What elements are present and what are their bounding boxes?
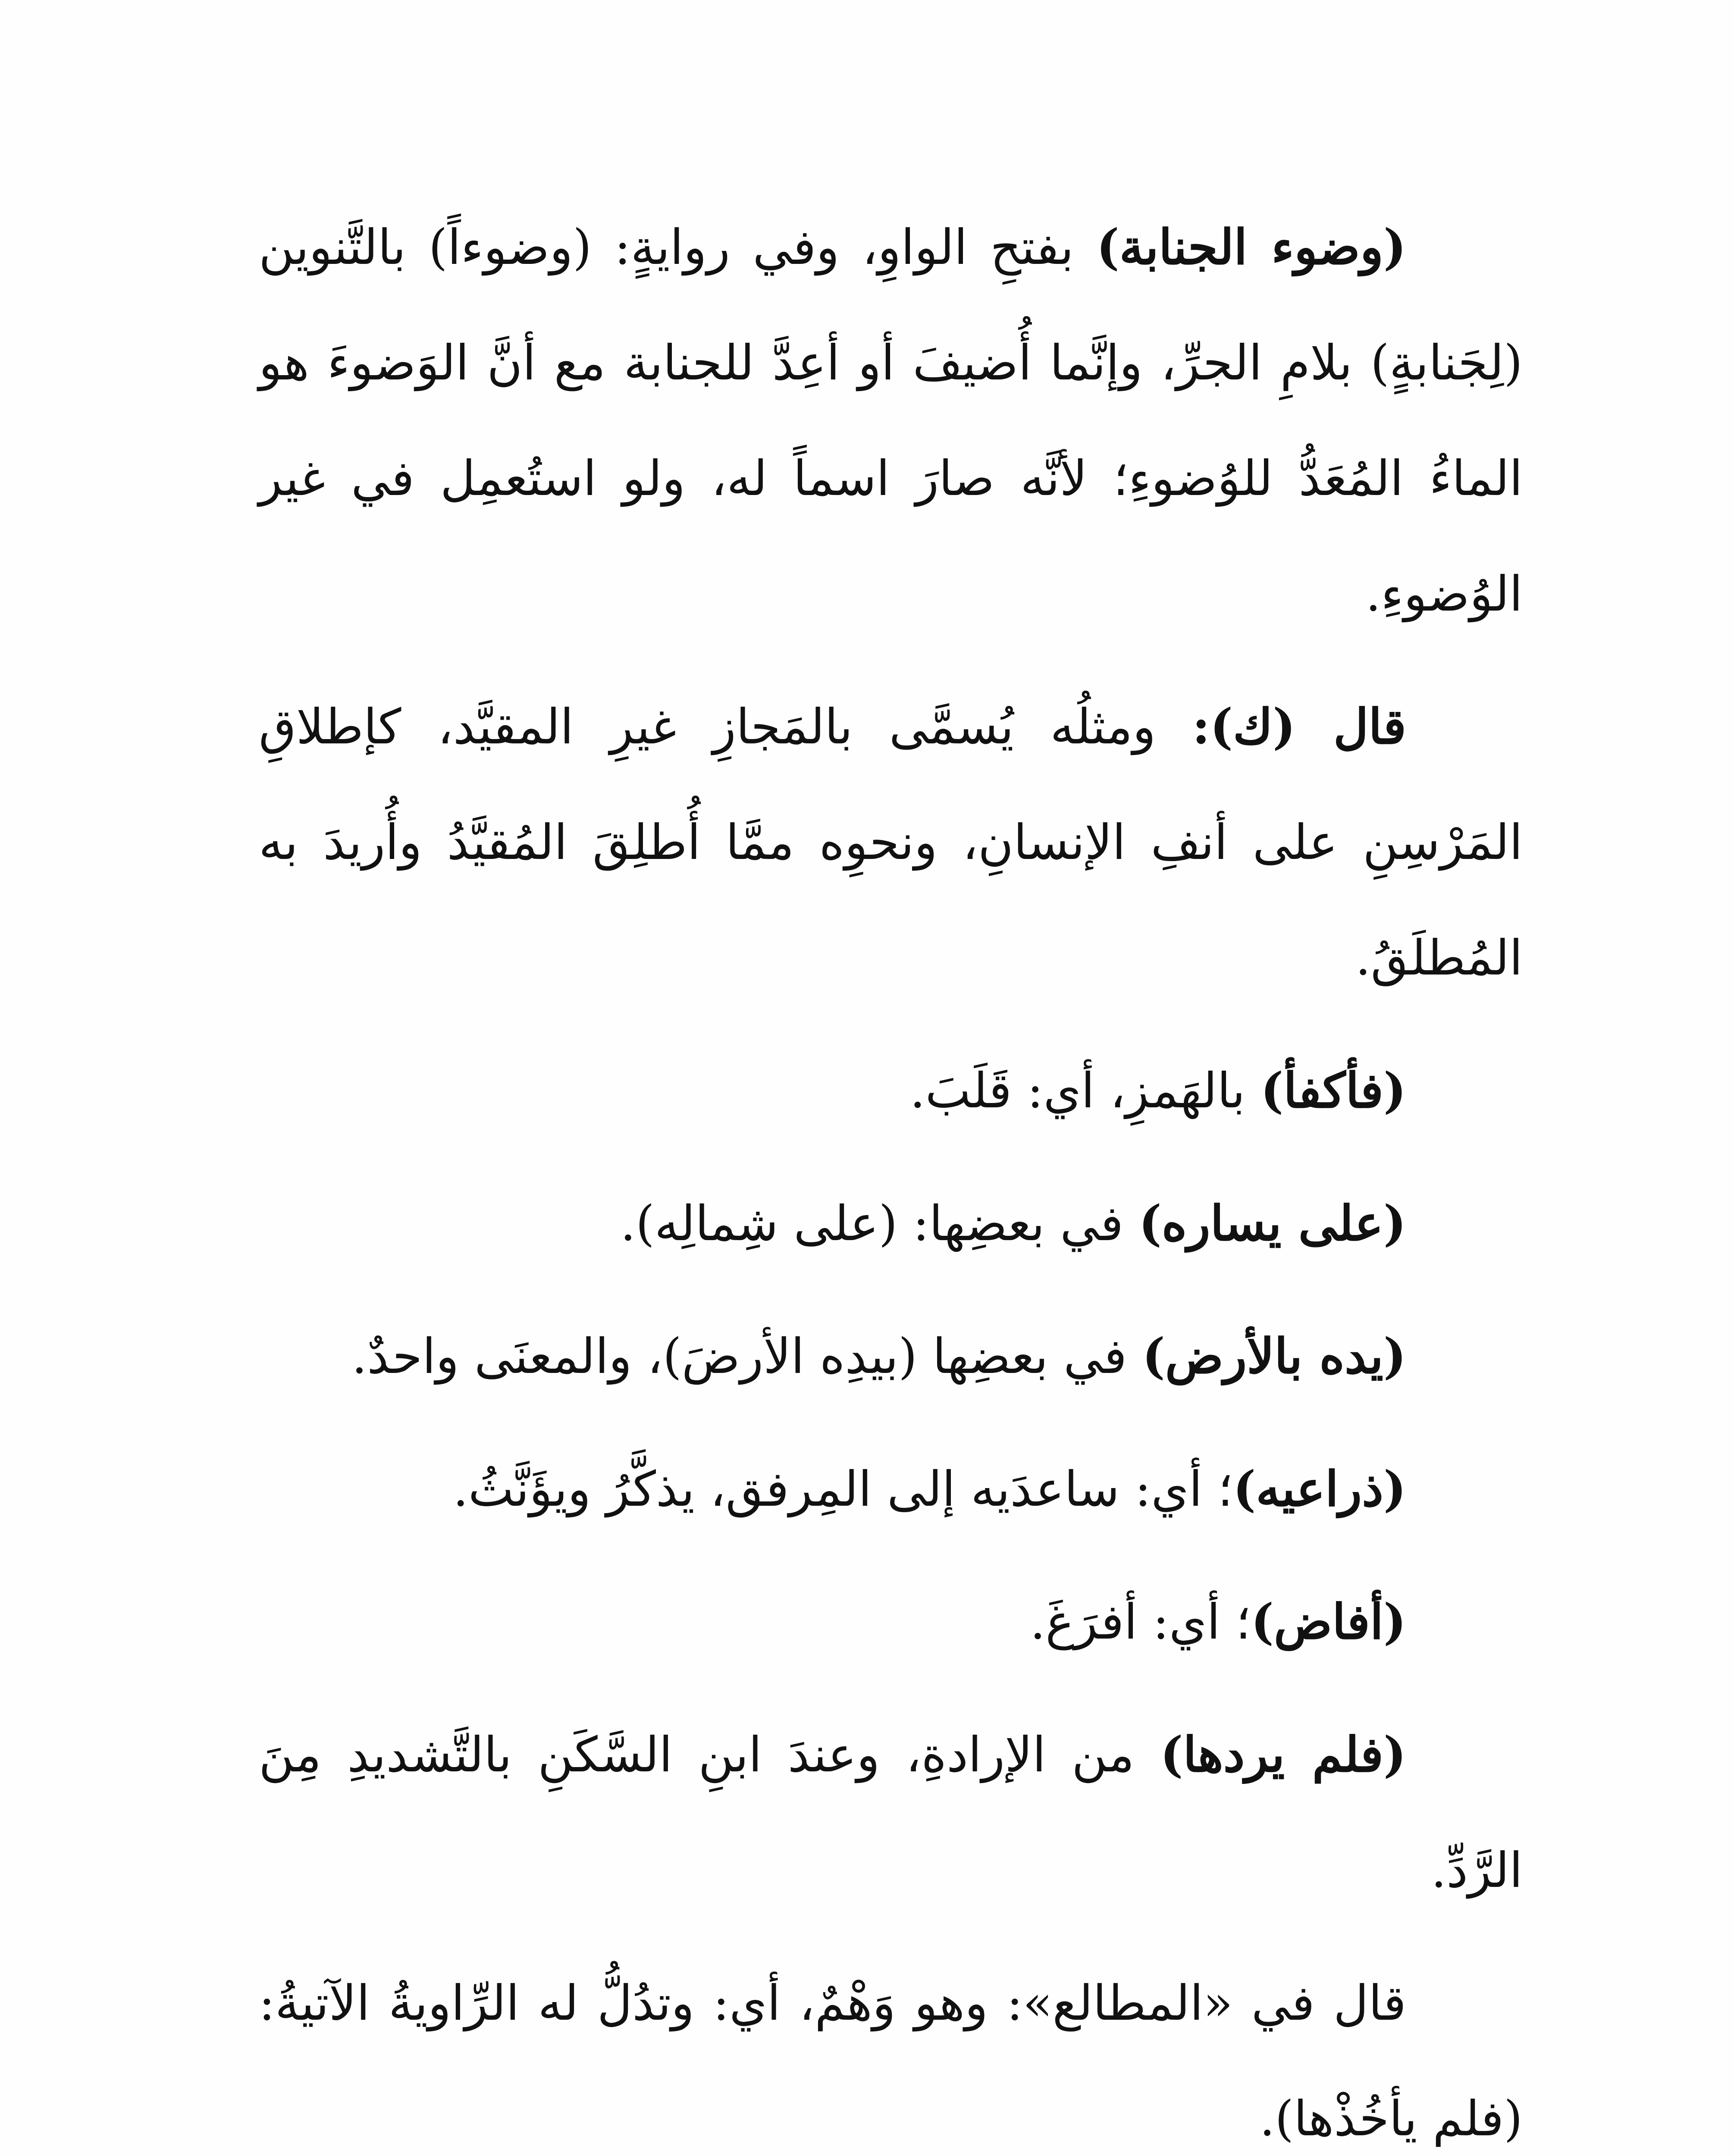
paragraph-text: بالهَمزِ، أي: قَلَبَ. [909,1063,1261,1119]
bold-term: قال (ك): [1192,699,1406,755]
paragraph-text: ؛ أي: ساعدَيه إلى المِرفق، يذكَّرُ ويؤَنَّثُ. [453,1461,1233,1517]
paragraph-wudu-janaba [259,190,1523,652]
paragraph-ala-yasarih [259,1166,1523,1282]
paragraph-al-matali [259,1946,1523,2156]
paragraph-text: قال في «المطالع»: وهو وَهْمٌ، أي: وتدُلُّ له الرِّاويةُ الآتيةُ: (فلم يأخُذْها). [259,1975,1523,2147]
paragraph-afad [259,1564,1523,1680]
paragraph-text: ومثلُه يُسمَّى بالمَجازِ غيرِ المقيَّد، كإطلاقِ المَرْسِنِ على أنفِ الإنسانِ، ونحوِه ممَّا أُطلِقَ المُقيَّدُ وأُريدَ به المُطلَقُ. [259,699,1523,986]
bold-term: (يده بالأرض) [1142,1328,1406,1385]
bold-term: (وضوء الجنابة) [1096,219,1406,276]
bold-term: (أفاض) [1251,1594,1406,1650]
paragraph-falam-yuridha [259,1697,1523,1928]
paragraph-text: من الإرادةِ، وعندَ ابنِ السَّكَنِ بالتَّشديدِ مِنَ الرَّدِّ. [259,1727,1523,1899]
bold-term: (فأكفأ) [1261,1062,1406,1119]
paragraph-fakfa [259,1033,1523,1149]
bold-term: (على يساره) [1138,1195,1406,1252]
paragraph-yadahu-bil-ard [259,1299,1523,1414]
paragraph-text: في بعضِها: (على شِمالِه). [620,1196,1139,1252]
bold-term: (ذراعيه) [1233,1461,1406,1517]
page-body-text [259,190,1523,2156]
paragraph-text: في بعضِها (بيدِه الأرضَ)، والمعنَى واحدٌ. [351,1329,1142,1385]
paragraph-text: ؛ أي: أفرَغَ. [1030,1594,1251,1650]
paragraph-qal-kaf [259,669,1523,1016]
paragraph-text: بفتحِ الواوِ، وفي روايةٍ: (وضوءاً) بالتَّنوين (لِجَنابةٍ) بلامِ الجرِّ، وإنَّما أُضيفَ أو أعِدَّ للجنابة مع أنَّ الوَضوءَ هو الماءُ المُعَدُّ للوُضوءِ؛ لأنَّه صارَ اسماً له، ولو استُعمِل في غير الوُضوءِ. [259,219,1523,622]
bold-term: (فلم يردها) [1160,1727,1406,1783]
paragraph-dhiraayh [259,1432,1523,1547]
